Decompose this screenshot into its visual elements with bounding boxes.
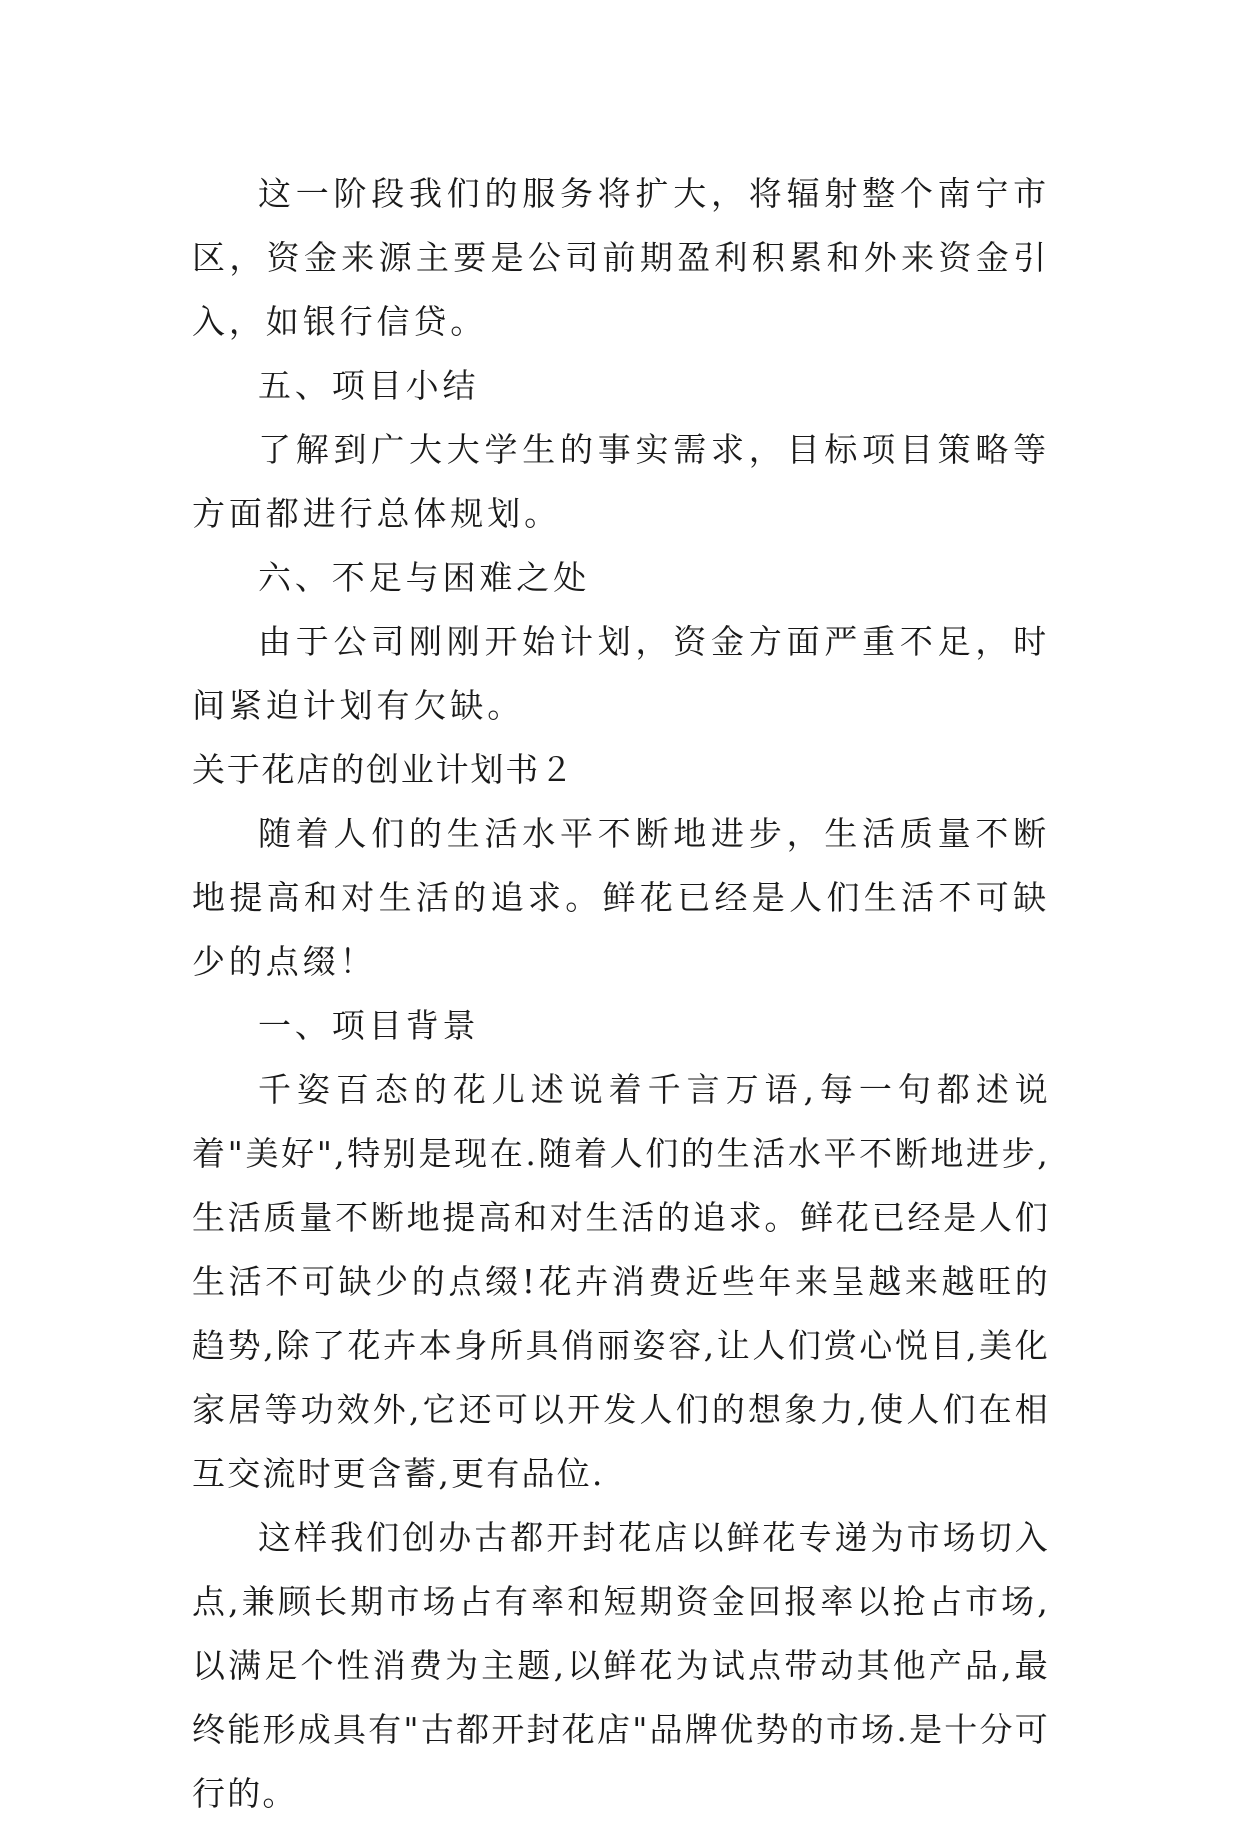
- document-body: [192, 162, 1050, 1826]
- paragraph-project-summary: 了解到广大大学生的事实需求，目标项目策略等方面都进行总体规划。: [192, 430, 1050, 533]
- paragraph-background: 千姿百态的花儿述说着千言万语,每一句都述说着"美好",特别是现在.随着人们的生活水平不断地进步,生活质量不断地提高和对生活的追求。鲜花已经是人们生活不可缺少的点缀!花卉消费近些年来呈越来越旺的趋势,除了花卉本身所具俏丽姿容,让人们赏心悦目,美化家居等功效外,它还可以开发人们的想象力,使人们在相互交流时更含蓄,更有品位.: [192, 1070, 1050, 1493]
- document-title-2: 关于花店的创业计划书２: [192, 750, 575, 789]
- paragraph-market-entry: 这样我们创办古都开封花店以鲜花专递为市场切入点,兼顾长期市场占有率和短期资金回报率以抢占市场,以满足个性消费为主题,以鲜花为试点带动其他产品,最终能形成具有"古都开封花店"品牌优势的市场.是十分可行的。: [192, 1518, 1050, 1813]
- paragraph-shortcomings: 由于公司刚刚开始计划，资金方面严重不足，时间紧迫计划有欠缺。: [192, 622, 1050, 725]
- paragraph-intro: 随着人们的生活水平不断地进步，生活质量不断地提高和对生活的追求。鲜花已经是人们生活不可缺少的点缀！: [192, 814, 1050, 981]
- section-heading-project-summary: 五、项目小结: [258, 366, 480, 405]
- section-heading-shortcomings: 六、不足与困难之处: [258, 558, 591, 597]
- paragraph-funding-expansion: 这一阶段我们的服务将扩大，将辐射整个南宁市区，资金来源主要是公司前期盈利积累和外来资金引入，如银行信贷。: [192, 174, 1050, 341]
- section-heading-project-background: 一、项目背景: [258, 1006, 480, 1045]
